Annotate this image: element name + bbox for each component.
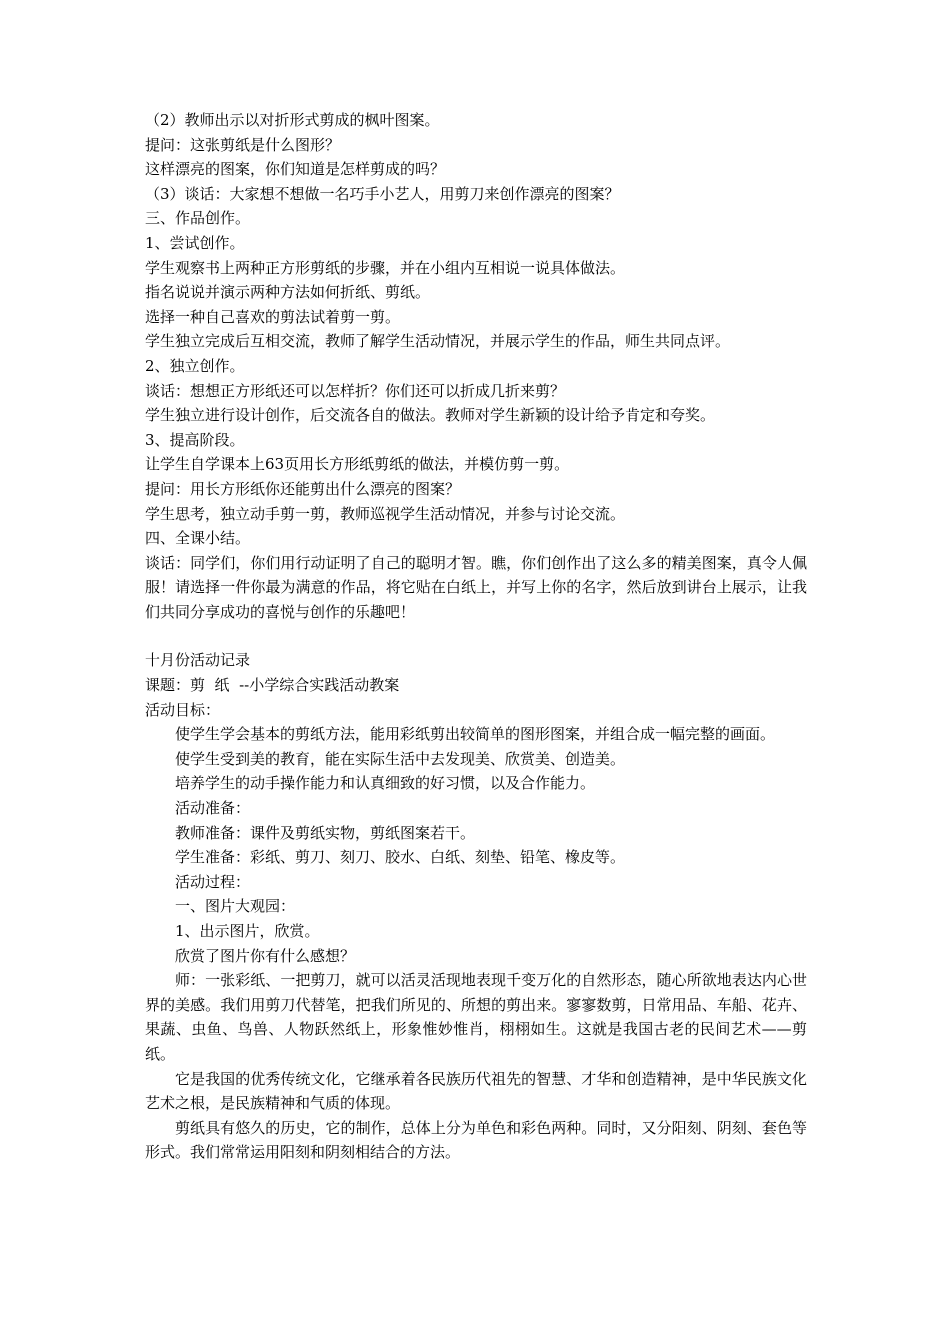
body-paragraph: 师：一张彩纸、一把剪刀，就可以活灵活现地表现千变万化的自然形态，随心所欲地表达内心世界的美感。我们用剪刀代替笔，把我们所见的、所想的剪出来。寥寥数剪，日常用品、车船、花卉、果蔬、虫鱼、鸟兽、人物跃然纸上，形象惟妙惟肖，栩栩如生。这就是我国古老的民间艺术——剪纸。 <box>145 971 807 1063</box>
subsection-heading: 1、出示图片，欣赏。 <box>175 922 320 940</box>
text-line: 提问：这张剪纸是什么图形？ <box>145 135 341 154</box>
body-paragraph: 它是我国的优秀传统文化，它继承着各民族历代祖先的智慧、才华和创造精神，是中华民族文化艺术之根，是民族精神和气质的体现。 <box>145 1069 807 1113</box>
goal-paragraph: 使学生学会基本的剪纸方法，能用彩纸剪出较简单的图形图案，并组合成一幅完整的画面。 <box>175 725 776 744</box>
text-line: 学生独立完成后互相交流，教师了解学生活动情况，并展示学生的作品，师生共同点评。 <box>145 332 731 351</box>
text-line: 这样漂亮的图案，你们知道是怎样剪成的吗？ <box>145 160 446 179</box>
section-heading: 三、作品创作。 <box>145 209 251 228</box>
text-line: 培养学生的动手操作能力和认真细致的好习惯，以及合作能力。 <box>175 774 596 793</box>
section-heading: 四、全课小结。 <box>145 529 251 548</box>
text-line: 学生准备：彩纸、剪刀、刻刀、胶水、白纸、刻垫、铅笔、橡皮等。 <box>175 848 626 867</box>
text-line: 选择一种自己喜欢的剪法试着剪一剪。 <box>145 307 401 326</box>
subsection-heading: 3、提高阶段。 <box>145 430 245 449</box>
text-line: 使学生受到美的教育，能在实际生活中去发现美、欣赏美、创造美。 <box>175 749 626 768</box>
text-line: 指名说说并演示两种方法如何折纸、剪纸。 <box>145 283 431 302</box>
subsection-heading: 2、独立创作。 <box>145 356 245 375</box>
text-line: （2）教师出示以对折形式剪成的枫叶图案。 <box>145 111 440 129</box>
subsection-heading: 1、尝试创作。 <box>145 233 245 252</box>
blank-line <box>145 624 807 648</box>
goal-label: 活动目标： <box>145 700 221 719</box>
text-line: 学生思考，独立动手剪一剪，教师巡视学生活动情况，并参与讨论交流。 <box>145 504 626 523</box>
text-line: 学生观察书上两种正方形剪纸的步骤，并在小组内互相说一说具体做法。 <box>145 258 626 277</box>
text-line: 欣赏了图片你有什么感想？ <box>175 946 356 965</box>
body-paragraph: 剪纸具有悠久的历史，它的制作，总体上分为单色和彩色两种。同时，又分阳刻、阴刻、套色等形式。我们常常运用阳刻和阴刻相结合的方法。 <box>145 1118 807 1162</box>
section-heading: 一、图片大观园： <box>175 897 296 916</box>
text-line: 让学生自学课本上63页用长方形纸剪纸的做法，并模仿剪一剪。 <box>145 455 570 474</box>
document-body <box>145 108 807 1165</box>
text-line: 谈话：想想正方形纸还可以怎样折？你们还可以折成几折来剪？ <box>145 381 566 400</box>
prep-label: 活动准备： <box>175 799 251 818</box>
lesson-title: 课题：剪 纸 --小学综合实践活动教案 <box>145 676 400 695</box>
summary-paragraph: 谈话：同学们，你们用行动证明了自己的聪明才智。瞧，你们创作出了这么多的精美图案，真令人佩服！请选择一件你最为满意的作品，将它贴在白纸上，并写上你的名字，然后放到讲台上展示，让我们共同分享成功的喜悦与创作的乐趣吧！ <box>145 553 807 621</box>
text-line: （3）谈话：大家想不想做一名巧手小艺人，用剪刀来创作漂亮的图案？ <box>145 184 620 203</box>
text-line: 教师准备：课件及剪纸实物，剪纸图案若干。 <box>175 823 476 842</box>
text-line: 提问：用长方形纸你还能剪出什么漂亮的图案？ <box>145 479 461 498</box>
text-line: 学生独立进行设计创作，后交流各自的做法。教师对学生新颖的设计给予肯定和夸奖。 <box>145 406 716 425</box>
process-label: 活动过程： <box>175 872 251 891</box>
record-title: 十月份活动记录 <box>145 651 251 670</box>
